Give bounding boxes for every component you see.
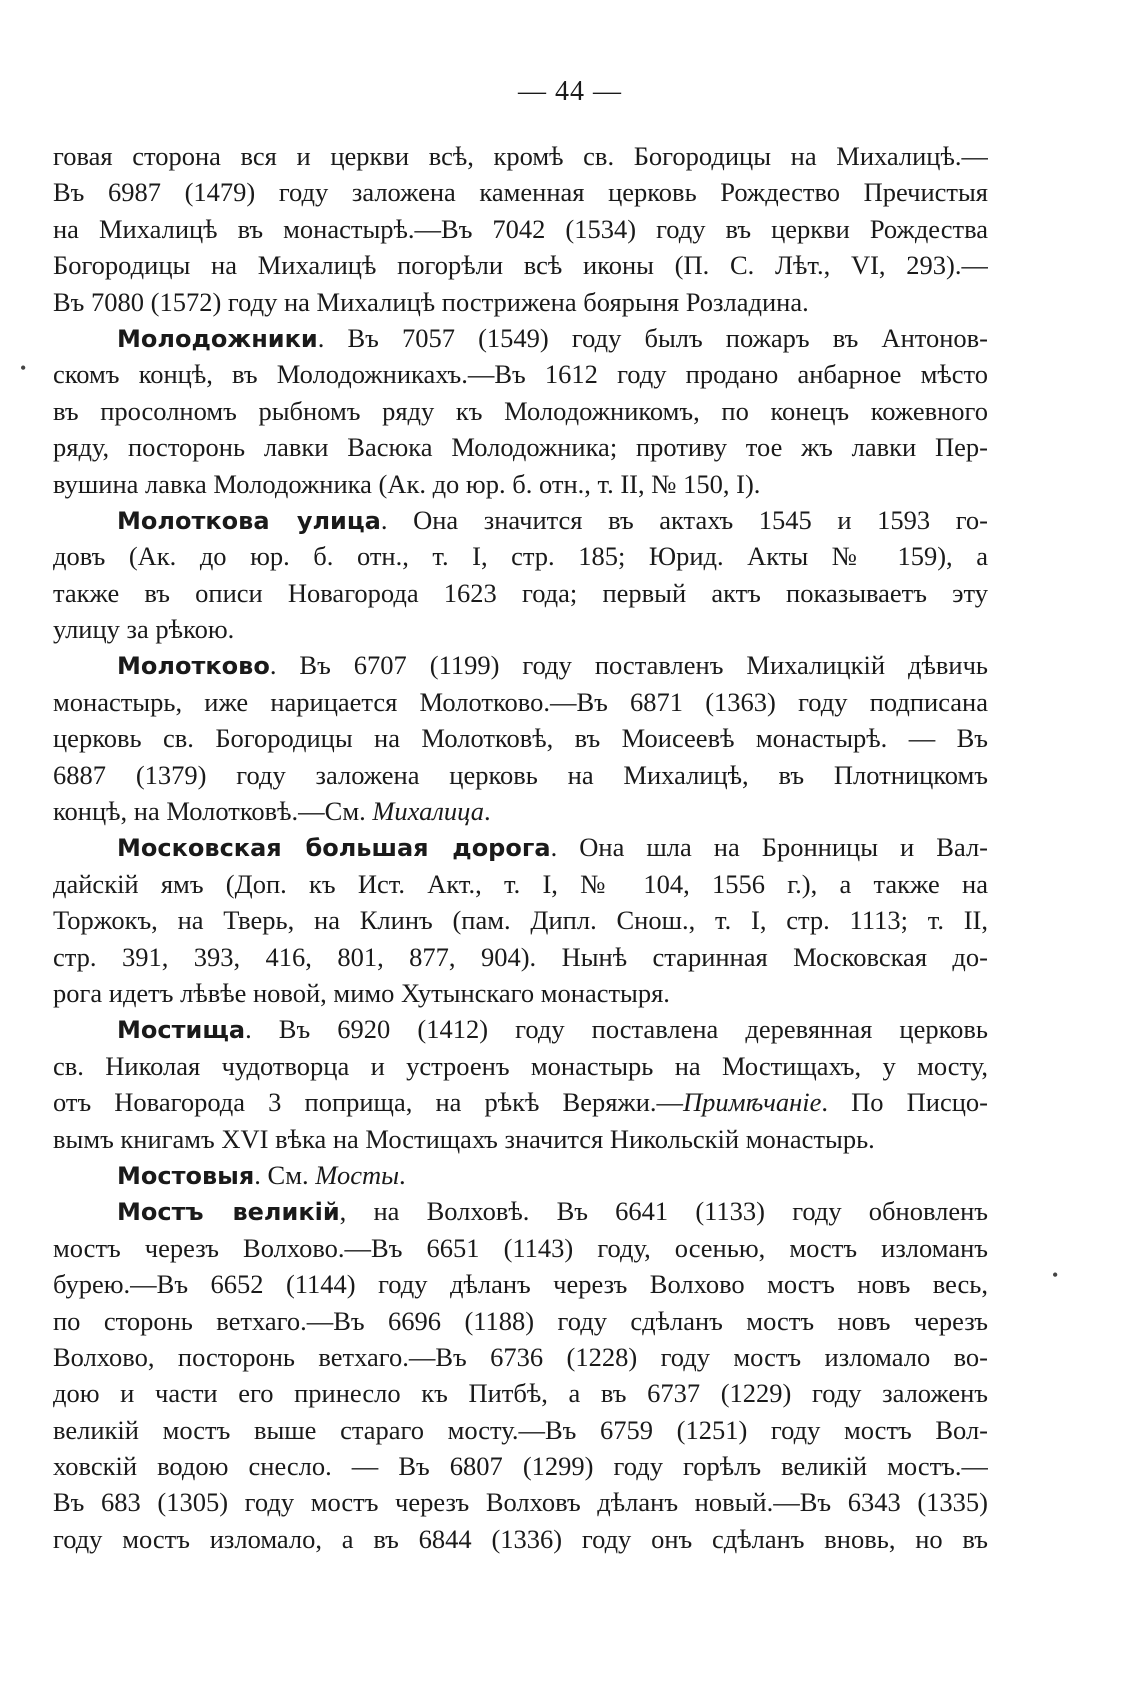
entry-first-line <box>53 829 988 865</box>
entry-headword: Мостъ великій <box>117 1198 340 1227</box>
text-segment: . По Писцо- <box>821 1087 988 1118</box>
text-segment: бурею.—Въ 6652 (1144) году дѣланъ черезъ Волхово мостъ новъ весь, <box>53 1269 988 1300</box>
text-segment: говая сторона вся и церкви всѣ, кромѣ св. Богородицы на Михалицѣ.— <box>53 141 988 171</box>
text-line <box>53 575 988 611</box>
entry-first-line <box>53 320 988 356</box>
text-line <box>53 211 988 247</box>
text-segment: Въ 7080 (1572) году на Михалицѣ пострижена боярыня Розладина. <box>53 286 809 317</box>
text-line <box>53 684 988 720</box>
text-line <box>53 866 988 902</box>
entry-first-line <box>53 1157 988 1193</box>
text-segment: великій мостъ выше стараго мосту.—Въ 6759 (1251) году мостъ Вол- <box>53 1414 988 1445</box>
entry-first-line <box>53 1011 988 1047</box>
text-segment: въ просолномъ рыбномъ ряду къ Молодожникомъ, по конецъ кожевного <box>53 395 988 426</box>
stray-mark: • <box>1052 1265 1059 1285</box>
text-segment: . Въ 7057 (1549) году былъ пожаръ въ Антонов- <box>317 322 988 353</box>
text-segment: . <box>399 1159 406 1190</box>
text-segment: вушина лавка Молодожника (Ак. до юр. б. отн., т. II, № 150, I). <box>53 468 761 499</box>
text-line <box>53 1084 988 1120</box>
text-segment: Въ 683 (1305) году мостъ черезъ Волховъ дѣланъ новый.—Въ 6343 (1335) <box>53 1487 988 1518</box>
text-segment: концѣ, на Молотковѣ.—См. <box>53 796 373 827</box>
text-line <box>53 1266 988 1302</box>
cross-reference: Мосты <box>315 1159 400 1190</box>
text-line <box>53 902 988 938</box>
text-line <box>53 429 988 465</box>
text-segment: . <box>483 796 491 827</box>
text-line <box>53 757 988 793</box>
text-line <box>53 138 988 174</box>
text-segment: по сторонь ветхаго.—Въ 6696 (1188) году сдѣланъ мостъ новъ черезъ <box>53 1305 988 1336</box>
text-line <box>53 1412 988 1448</box>
text-line <box>53 1339 988 1375</box>
text-segment: ховскій водою снесло. — Въ 6807 (1299) году горѣлъ великій мостъ.— <box>53 1451 988 1482</box>
text-line <box>53 793 988 829</box>
entry-first-line <box>53 1193 988 1229</box>
text-line <box>53 1121 988 1157</box>
text-line <box>53 939 988 975</box>
text-segment: ряду, посторонь лавки Васюка Молодожника; противу тое жъ лавки Пер- <box>53 432 988 463</box>
text-segment: Торжокъ, на Тверь, на Клинъ (пам. Дипл. Снош., т. I, стр. 1113; т. II, <box>53 905 988 936</box>
text-segment: вымъ книгамъ XVI вѣка на Мостищахъ значится Никольскій монастырь. <box>53 1123 875 1154</box>
entry-headword: Молодожники <box>117 324 318 353</box>
text-line <box>53 1484 988 1520</box>
text-line <box>53 1303 988 1339</box>
text-line <box>53 1448 988 1484</box>
text-segment: Волхово, посторонь ветхаго.—Въ 6736 (1228) году мостъ изломало во- <box>53 1341 988 1372</box>
text-line <box>53 720 988 756</box>
text-segment: церковь св. Богородицы на Молотковѣ, въ Моисеевѣ монастырѣ. — Въ <box>53 723 988 754</box>
text-segment: . Она шла на Бронницы и Вал- <box>550 832 988 863</box>
entry-headword: Мостовыя <box>117 1161 255 1190</box>
text-line <box>53 611 988 647</box>
text-segment: Богородицы на Михалицѣ погорѣли всѣ иконы (П. С. Лѣт., VI, 293).— <box>53 250 988 281</box>
entry-first-line <box>53 647 988 683</box>
text-line <box>53 538 988 574</box>
text-line <box>53 1230 988 1266</box>
text-segment: улицу за рѣкою. <box>53 614 235 645</box>
text-segment: 6887 (1379) году заложена церковь на Михалицѣ, въ Плотницкомъ <box>53 759 988 790</box>
text-line <box>53 975 988 1011</box>
text-segment: также въ описи Новагорода 1623 года; первый актъ показываетъ эту <box>53 577 988 608</box>
text-segment: . Въ 6707 (1199) году поставленъ Михалицкій дѣвичь <box>269 650 988 681</box>
text-line <box>53 1521 988 1557</box>
text-segment: Въ 6987 (1479) году заложена каменная церковь Рождество Пречистыя <box>53 177 988 208</box>
entry-first-line <box>53 502 988 538</box>
entry-headword: Молотково <box>117 652 270 681</box>
text-segment: на Михалицѣ въ монастырѣ.—Въ 7042 (1534) году въ церкви Рождества <box>53 213 988 244</box>
text-line <box>53 393 988 429</box>
text-segment: году мостъ изломало, а въ 6844 (1336) году онъ сдѣланъ вновь, но въ <box>53 1523 988 1554</box>
text-segment: отъ Новагорода 3 поприща, на рѣкѣ Веряжи.— <box>53 1087 684 1118</box>
text-segment: . См. <box>254 1159 316 1190</box>
text-segment: . Въ 6920 (1412) году поставлена деревянная церковь <box>245 1014 988 1045</box>
text-segment: , на Волховѣ. Въ 6641 (1133) году обновленъ <box>339 1196 988 1227</box>
entry-headword: Мостища <box>117 1016 246 1045</box>
text-line <box>53 284 988 320</box>
page-number: — 44 — <box>518 76 622 107</box>
text-line <box>53 1375 988 1411</box>
text-segment: мостъ черезъ Волхово.—Въ 6651 (1143) году, осенью, мостъ изломанъ <box>53 1232 988 1263</box>
text-line <box>53 174 988 210</box>
text-line <box>53 1048 988 1084</box>
text-segment: скомъ концѣ, въ Молодожникахъ.—Въ 1612 году продано анбарное мѣсто <box>53 359 988 390</box>
cross-reference: Примѣчаніе <box>683 1087 822 1118</box>
text-line <box>53 247 988 283</box>
text-segment: стр. 391, 393, 416, 801, 877, 904). Нынѣ старинная Московская до- <box>53 941 988 972</box>
entry-headword: Московская большая дорога <box>117 834 551 863</box>
text-segment: монастырь, иже нарицается Молотково.—Въ 6871 (1363) году подписана <box>53 686 988 717</box>
text-segment: рога идетъ лѣвѣе новой, мимо Хутынскаго монастыря. <box>53 977 670 1008</box>
stray-mark: • <box>20 358 27 378</box>
text-line <box>53 356 988 392</box>
text-segment: св. Николая чудотворца и устроенъ монастырь на Мостищахъ, у мосту, <box>53 1050 988 1081</box>
text-segment: довъ (Ак. до юр. б. отн., т. I, стр. 185; Юрид. Акты № 159), а <box>53 541 988 572</box>
text-line <box>53 466 988 502</box>
page-body <box>53 138 988 1557</box>
text-segment: дайскій ямъ (Доп. къ Ист. Акт., т. I, № 104, 1556 г.), а также на <box>53 868 988 899</box>
text-segment: дою и части его принесло къ Питбѣ, а въ 6737 (1229) году заложенъ <box>53 1378 988 1409</box>
text-segment: . Она значится въ актахъ 1545 и 1593 го- <box>380 504 988 535</box>
entry-headword: Молоткова улица <box>117 506 381 535</box>
cross-reference: Михалица <box>372 796 484 827</box>
